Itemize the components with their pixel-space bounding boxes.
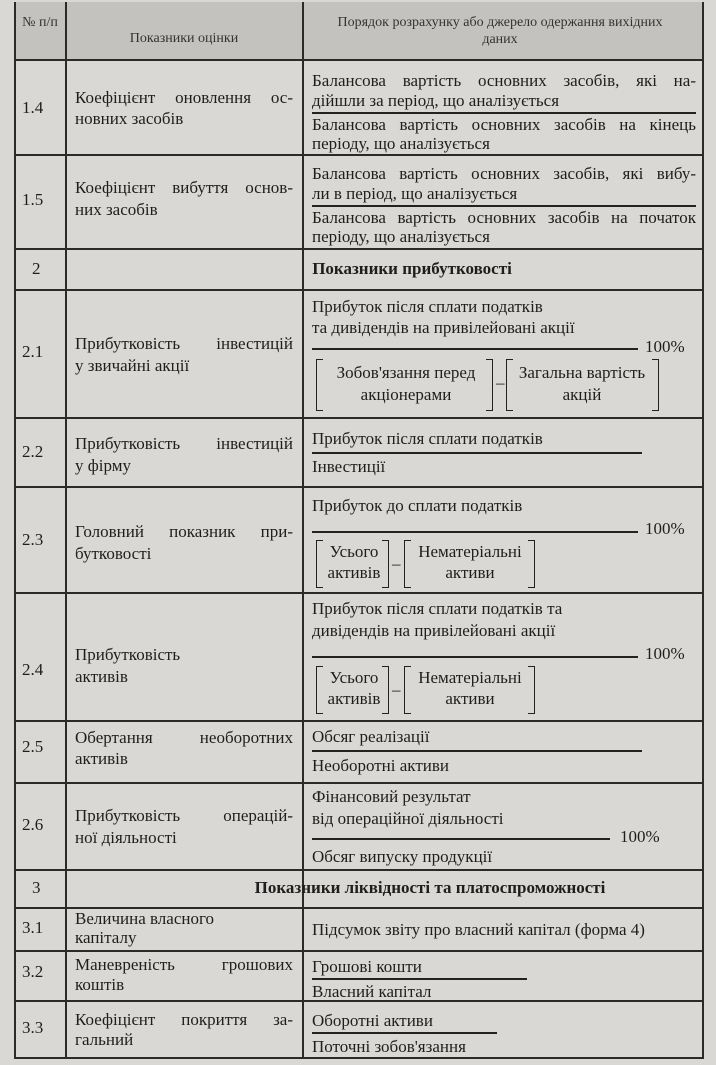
bracket-term-1-line1: Зобов'язання перед — [336, 363, 476, 382]
row-number: 1.4 — [22, 98, 44, 117]
bracket-right — [652, 359, 659, 411]
bracket-left — [316, 666, 323, 714]
row-divider — [14, 59, 704, 61]
header-col-indicator: Показники оцінки — [129, 31, 239, 46]
formula-denominator-line1: Балансова вартість основних засобів на кінець — [312, 115, 696, 134]
bracket-right — [528, 540, 535, 588]
fraction-bar — [312, 978, 527, 980]
row-number: 3.1 — [22, 918, 44, 937]
bracket-term-1-line1: Усього — [329, 668, 379, 687]
table-bottom-border — [14, 1057, 704, 1059]
bracket-term-1-line2: активів — [327, 563, 381, 582]
indicator-name-line2: активів — [75, 667, 128, 686]
formula-denominator-line1: Поточні зобов'язання — [312, 1037, 466, 1056]
fraction-bar — [312, 838, 610, 840]
indicator-name-line2: у звичайні акції — [75, 356, 190, 375]
indicator-name-line1: Прибутковість — [75, 645, 181, 664]
section-title: Показники ліквідності та платоспроможності — [254, 878, 606, 897]
formula-denominator-line1: Обсяг випуску продукції — [312, 847, 493, 866]
formula-numerator-line1: Прибуток після сплати податків — [312, 429, 543, 448]
bracket-term-2-line1: Нематеріальні — [418, 668, 522, 687]
indicator-name-line2: них засобів — [75, 200, 158, 219]
column-divider-2 — [302, 2, 304, 1057]
row-divider — [14, 486, 704, 488]
formula-numerator-line1: Балансова вартість основних засобів, які на- — [312, 71, 696, 90]
bracket-right — [382, 666, 389, 714]
formula-denominator-line1: Балансова вартість основних засобів на початок — [312, 208, 696, 227]
minus-sign: – — [392, 680, 401, 699]
fraction-bar — [312, 1032, 497, 1034]
bracket-right — [382, 540, 389, 588]
row-divider — [14, 248, 704, 250]
formula-denominator-line2: періоду, що аналізується — [312, 227, 490, 246]
header-col-calculation: Порядок розрахунку або джерело одержання вихідних даних — [337, 15, 663, 47]
section-title: Показники прибутковості — [312, 259, 512, 278]
row-number: 2.6 — [22, 815, 44, 834]
indicator-name-line2: активів — [75, 749, 128, 768]
indicator-name-line1: Прибутковість інвестицій — [75, 334, 293, 353]
formula-numerator-line1: Прибуток після сплати податків та — [312, 599, 563, 618]
fraction-bar — [312, 656, 638, 658]
bracket-term-1-line2: активів — [327, 689, 381, 708]
indicator-name-line2: у фірму — [75, 456, 131, 475]
row-divider — [14, 782, 704, 784]
row-number: 2.1 — [22, 342, 44, 361]
bracket-term-1-line2: акціонерами — [360, 385, 452, 404]
formula-numerator-line2: та дивідендів на привілейовані акції — [312, 318, 575, 337]
table-left-border — [14, 2, 16, 1057]
fraction-bar — [312, 750, 642, 752]
formula-denominator-line1: Інвестиції — [312, 457, 386, 476]
formula-numerator-line1: Фінансовий результат — [312, 787, 471, 806]
indicator-name-line1: Прибутковість інвестицій — [75, 434, 293, 453]
percent-multiplier: 100% — [645, 519, 685, 538]
row-divider — [14, 154, 704, 156]
formula-numerator-line1: Прибуток після сплати податків — [312, 297, 543, 316]
row-number: 2.4 — [22, 660, 44, 679]
fraction-bar — [312, 531, 638, 533]
row-number: 2.3 — [22, 530, 44, 549]
percent-multiplier: 100% — [645, 644, 685, 663]
formula-numerator-line1: Грошові кошти — [312, 957, 422, 976]
formula-numerator-line2: ли в період, що аналізується — [312, 184, 518, 203]
row-number: 1.5 — [22, 190, 44, 209]
indicator-name-line2: капіталу — [75, 928, 137, 947]
row-number: 2.2 — [22, 442, 44, 461]
section-number: 3 — [32, 878, 41, 897]
indicator-name-line2: ної діяльності — [75, 828, 177, 847]
header-col-number: № п/п — [22, 15, 58, 30]
formula-numerator-line2: дивідендів на привілейовані акції — [312, 621, 556, 640]
row-number: 3.2 — [22, 962, 44, 981]
indicator-name-line1: Величина власного — [75, 909, 215, 928]
formula-numerator-line2: дійшли за період, що аналізується — [312, 91, 560, 110]
calculation-text: Підсумок звіту про власний капітал (форма 4) — [312, 920, 645, 939]
row-divider — [14, 417, 704, 419]
formula-numerator-line1: Прибуток до сплати податків — [312, 496, 523, 515]
minus-sign: – — [392, 554, 401, 573]
row-divider — [14, 869, 704, 871]
formula-numerator-line1: Балансова вартість основних засобів, які вибу- — [312, 164, 696, 183]
bracket-term-2-line1: Нематеріальні — [418, 542, 522, 561]
table-right-border — [702, 2, 704, 1057]
indicator-name-line1: Коефіцієнт покриття за- — [75, 1010, 293, 1029]
row-number: 3.3 — [22, 1018, 44, 1037]
row-divider — [14, 592, 704, 594]
bracket-term-2-line1: Загальна вартість — [518, 363, 646, 382]
section-number: 2 — [32, 259, 41, 278]
percent-multiplier: 100% — [620, 827, 660, 846]
formula-denominator-line1: Власний капітал — [312, 982, 432, 1001]
indicator-name-line1: Обертання необоротних — [75, 728, 293, 747]
row-divider — [14, 289, 704, 291]
indicator-name-line2: гальний — [75, 1030, 134, 1049]
bracket-term-2-line2: акцій — [562, 385, 602, 404]
formula-numerator-line1: Оборотні активи — [312, 1011, 433, 1030]
bracket-left — [316, 540, 323, 588]
bracket-left — [316, 359, 323, 411]
bracket-right — [528, 666, 535, 714]
formula-numerator-line1: Обсяг реалізації — [312, 727, 430, 746]
indicator-name-line1: Маневреність грошових — [75, 955, 293, 974]
formula-denominator-line1: Необоротні активи — [312, 756, 449, 775]
indicator-name-line1: Головний показник при- — [75, 522, 293, 541]
indicator-name-line1: Коефіцієнт оновлення ос- — [75, 88, 293, 107]
indicator-name-line2: бутковості — [75, 544, 152, 563]
fraction-bar — [312, 348, 638, 350]
indicator-name-line1: Прибутковість операцій- — [75, 806, 293, 825]
indicator-name-line2: коштів — [75, 975, 125, 994]
column-divider-1 — [65, 2, 67, 1057]
row-divider — [14, 720, 704, 722]
bracket-term-2-line2: активи — [445, 689, 495, 708]
indicator-name-line2: новних засобів — [75, 109, 184, 128]
formula-numerator-line2: від операційної діяльності — [312, 809, 504, 828]
minus-sign: – — [496, 373, 505, 392]
indicator-name-line1: Коефіцієнт вибуття основ- — [75, 178, 293, 197]
bracket-right — [486, 359, 493, 411]
row-divider — [14, 950, 704, 952]
bracket-term-2-line2: активи — [445, 563, 495, 582]
percent-multiplier: 100% — [645, 337, 685, 356]
fraction-bar — [312, 452, 642, 454]
formula-denominator-line2: періоду, що аналізується — [312, 134, 490, 153]
bracket-term-1-line1: Усього — [329, 542, 379, 561]
row-number: 2.5 — [22, 737, 44, 756]
